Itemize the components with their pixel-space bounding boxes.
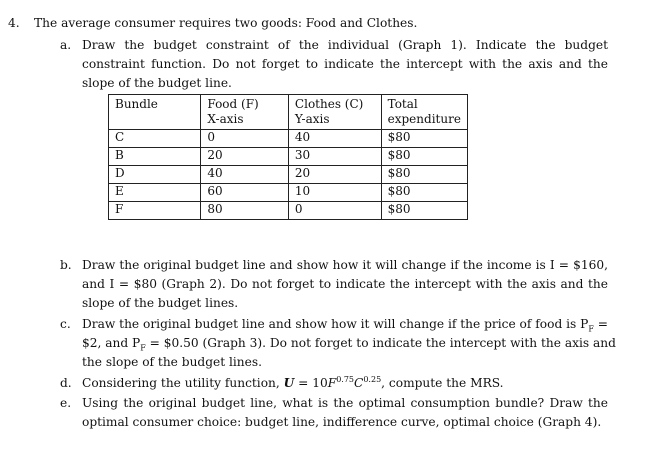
- part-a-line-3: slope of the budget line.: [82, 76, 232, 90]
- part-c-line-1-subscript: F: [588, 324, 594, 334]
- part-b-line-2: and I = $80 (Graph 2). Do not forget to indicate the intercept with the axis and the: [82, 277, 608, 291]
- header-food: [201, 95, 289, 130]
- part-d-line: [82, 374, 504, 393]
- table-header-row: [109, 95, 468, 130]
- part-c-line-1-end: =: [593, 317, 609, 331]
- table-cell: 10: [288, 184, 381, 202]
- food-symbol: F: [327, 376, 337, 390]
- table-row: [109, 130, 468, 148]
- table-cell: 40: [201, 166, 289, 184]
- table-cell: 20: [288, 166, 381, 184]
- table-cell: B: [109, 148, 201, 166]
- table-cell: $80: [381, 202, 467, 220]
- header-clothes-line-2: Y-axis: [294, 112, 330, 126]
- part-a-line-2: constraint function. Do not forget to indicate the intercept with the axis and the: [82, 57, 608, 71]
- table-cell: 40: [288, 130, 381, 148]
- clothes-exponent: 0.25: [363, 375, 382, 384]
- part-d-label: d.: [60, 376, 72, 390]
- header-food-line-1: Food (F): [207, 97, 259, 111]
- table-cell: 80: [201, 202, 289, 220]
- part-a-line-1: Draw the budget constraint of the individual (Graph 1). Indicate the budget: [82, 38, 608, 52]
- part-b-label: b.: [60, 258, 72, 272]
- table-cell: C: [109, 130, 201, 148]
- question-intro: The average consumer requires two goods: Food and Clothes.: [34, 16, 418, 30]
- table-cell: 20: [201, 148, 289, 166]
- header-total: [381, 95, 467, 130]
- food-exponent: 0.75: [336, 375, 355, 384]
- table-cell: 0: [288, 202, 381, 220]
- part-c-line-3: the slope of the budget lines.: [82, 355, 262, 369]
- header-total-line-1: Total: [387, 97, 418, 111]
- part-d-text-b: , compute the MRS.: [381, 376, 504, 390]
- part-c-line-1-text: Draw the original budget line and show how it will change if the price of food is P: [82, 317, 589, 331]
- table-row: [109, 184, 468, 202]
- table-cell: 0: [201, 130, 289, 148]
- table-row: [109, 148, 468, 166]
- header-bundle: [109, 95, 201, 130]
- part-c-line-2-a: $2, and P: [82, 336, 141, 350]
- part-b-line-1: Draw the original budget line and show how it will change if the income is I = $160,: [82, 258, 608, 272]
- utility-equals: = 10: [294, 376, 328, 390]
- header-food-line-2: X-axis: [207, 112, 244, 126]
- table-cell: $80: [381, 148, 467, 166]
- header-total-line-2: expenditure: [387, 112, 461, 126]
- part-e-label: e.: [60, 396, 72, 410]
- table-cell: $80: [381, 166, 467, 184]
- part-c-line-2-subscript: F: [140, 343, 146, 353]
- part-c-line-2-b: = $0.50 (Graph 3). Do not forget to indicate the intercept with the axis and: [145, 336, 616, 350]
- part-c-line-1: [82, 315, 608, 334]
- table-cell: 60: [201, 184, 289, 202]
- table-cell: D: [109, 166, 201, 184]
- part-e-line-2: optimal consumer choice: budget line, indifference curve, optimal choice (Graph 4).: [82, 415, 602, 429]
- part-c-line-2: [82, 334, 616, 353]
- part-a-label: a.: [60, 38, 72, 52]
- part-c-label: c.: [60, 317, 71, 331]
- bundle-table: [108, 94, 468, 220]
- part-d-text-a: Considering the utility function,: [82, 376, 284, 390]
- header-clothes-line-1: Clothes (C): [294, 97, 364, 111]
- question-number: 4.: [8, 16, 20, 30]
- table-cell: E: [109, 184, 201, 202]
- clothes-symbol: C: [354, 376, 364, 390]
- utility-symbol: U: [283, 376, 295, 390]
- table-cell: $80: [381, 184, 467, 202]
- part-b-line-3: slope of the budget lines.: [82, 296, 239, 310]
- table-row: [109, 202, 468, 220]
- header-clothes: [288, 95, 381, 130]
- table-cell: 30: [288, 148, 381, 166]
- table-cell: $80: [381, 130, 467, 148]
- table-row: [109, 166, 468, 184]
- header-bundle-text: Bundle: [115, 97, 158, 111]
- table-cell: F: [109, 202, 201, 220]
- part-e-line-1: Using the original budget line, what is the optimal consumption bundle? Draw the: [82, 396, 608, 410]
